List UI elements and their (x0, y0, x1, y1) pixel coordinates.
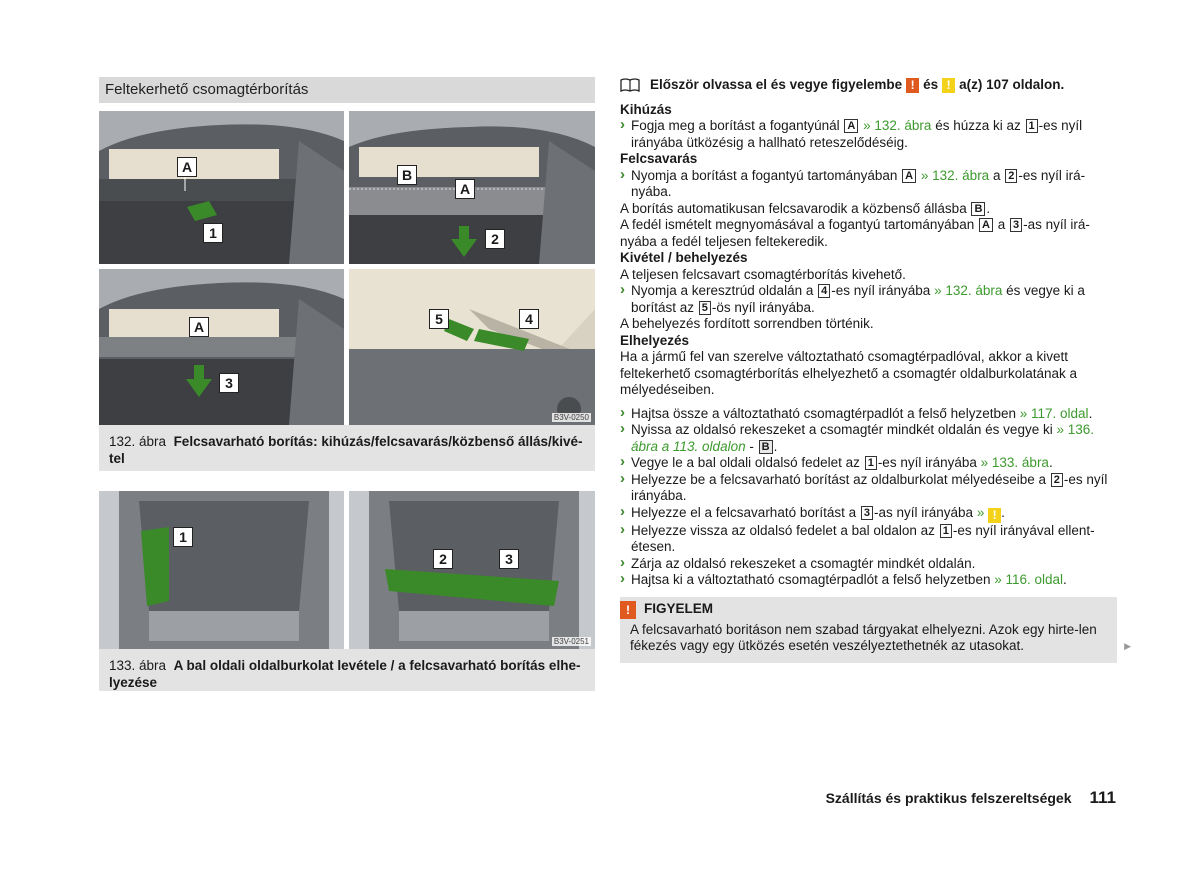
list-item: › Zárja az oldalsó rekeszeket a csomagtér mindkét oldalán. (620, 556, 1117, 573)
label-b: B (397, 165, 417, 185)
label-2: 2 (485, 229, 505, 249)
label-a: A (455, 179, 475, 199)
key-a: A (902, 169, 916, 183)
list-item: › Helyezze el a felcsavarható borítást a 3 -as nyíl irányába » ! . (620, 505, 1117, 523)
heading-felcsavaras: Felcsavarás (620, 151, 698, 166)
storage-steps (620, 406, 1117, 589)
key-a: A (844, 119, 858, 133)
heading-kivetel: Kivétel / behelyezés (620, 250, 748, 265)
key-5: 5 (699, 301, 711, 315)
figure-code: B3V-0251 (553, 637, 589, 646)
link-note[interactable]: » (976, 504, 985, 520)
figure-132-photo-roll-up (349, 111, 595, 264)
figure-132-photo-middle-position (99, 269, 344, 425)
list-item: › Helyezze vissza az oldalsó fedelet a bal oldalon az 1 -es nyíl irányával ellent-étesen. (620, 523, 1117, 556)
link-page-113[interactable]: ábra a 113. oldalon (631, 438, 746, 454)
figure-132-photo-removal (349, 269, 595, 425)
warning-title (626, 601, 1107, 619)
list-item: › Vegye le a bal oldali oldalsó fedelet az 1 -es nyíl irányába » 133. ábra. (620, 455, 1117, 472)
list-item: › Nyissa az oldalsó rekeszeket a csomagtér mindkét oldalán és vegye ki » 136. ábra a 113. oldalon - B . (620, 422, 1117, 455)
right-column (620, 77, 1131, 663)
figure-caption: A bal oldali oldalburkolat levétele / a felcsavarható borítás elhe-lyezése (109, 658, 581, 690)
key-2: 2 (1051, 473, 1063, 487)
warning-heading: FIGYELEM (644, 601, 714, 617)
label-1: 1 (203, 223, 223, 243)
step-kivetel: › Nyomja a keresztrúd oldalán a 4 -es nyíl irányába » 132. ábra és vegye ki a borítást az 5 -ös nyíl irányába. (620, 283, 1117, 316)
key-a: A (979, 218, 993, 232)
intro-text: Először olvassa el és vegye figyelembe (650, 77, 903, 92)
book-icon (620, 78, 640, 92)
key-1: 1 (865, 456, 877, 470)
key-b: B (971, 202, 985, 216)
link-fig-133[interactable]: » 133. ábra (980, 455, 1049, 470)
label-5: 5 (429, 309, 449, 329)
label-1: 1 (173, 527, 193, 547)
key-b: B (759, 440, 773, 454)
note-icon: ! (942, 78, 955, 93)
reinstall-text: A behelyezés fordított sorrendben történik. (620, 316, 874, 331)
figure-132 (99, 111, 595, 425)
label-4: 4 (519, 309, 539, 329)
link-page-117[interactable]: » 117. oldal (1019, 405, 1089, 421)
section-title: Feltekerhető csomagtérborítás (99, 77, 595, 103)
figure-number: 132. ábra (109, 434, 167, 449)
full-roll-text: A fedél ismételt megnyomásával a fogantyú tartományában A a 3 -as nyíl irá-nyába a fedél teljesen feltekeredik. (620, 217, 1090, 249)
key-3: 3 (1010, 218, 1022, 232)
step-kihuzas: › Fogja meg a borítást a fogantyúnál A » 132. ábra és húzza ki az 1 -es nyíl irányába ütközésig a hallható reteszelődéséig. (620, 118, 1117, 151)
heading-kihuzas: Kihúzás (620, 101, 672, 117)
figure-133 (99, 491, 595, 649)
heading-elhelyezes: Elhelyezés (620, 332, 690, 348)
warning-icon: ! (906, 78, 919, 93)
figure-caption: Felcsavarható borítás: kihúzás/felcsavarás/közbenső állás/kivé-tel (109, 434, 583, 466)
figure-133-photo-side-cover (99, 491, 344, 649)
page-number: 111 (1089, 788, 1116, 807)
auto-roll-text: A borítás automatikusan felcsavarodik a közbenső állásba B . (620, 200, 991, 216)
key-2: 2 (1005, 169, 1017, 183)
link-fig-132[interactable]: » 132. ábra (920, 167, 990, 183)
key-4: 4 (818, 284, 830, 298)
figure-133-caption (99, 649, 595, 691)
step-felcsavaras: › Nyomja a borítást a fogantyú tartományában A » 132. ábra a 2 -es nyíl irá-nyába. (620, 168, 1117, 201)
label-a: A (177, 157, 197, 177)
page-footer (826, 788, 1116, 808)
left-column (99, 77, 595, 691)
label-3: 3 (499, 549, 519, 569)
warning-box (620, 597, 1131, 663)
figure-132-caption (99, 425, 595, 471)
list-item: › Hajtsa össze a változtatható csomagtérpadlót a felső helyzetben » 117. oldal. (620, 406, 1117, 423)
intro-page-ref: a(z) 107 oldalon. (959, 77, 1065, 92)
key-1: 1 (1026, 119, 1038, 133)
elhelyezes-text: Ha a jármű fel van szerelve változtatható csomagtérpadlóval, akkor a kivett feltekerhető csomagtérborítás elhelyezhető a csomagtér oldalburkolatának a mélyedéseiben. (620, 349, 1078, 397)
warning-icon: ! (620, 601, 636, 619)
label-2: 2 (433, 549, 453, 569)
footer-section: Szállítás és praktikus felszereltségek (825, 790, 1072, 806)
warning-text: A felcsavarható boritáson nem szabad tárgyakat elhelyezni. Azok egy hirte-len fékezés vagy egy ütközés esetén veszélyeztethetnék az utasokat. (630, 621, 1097, 653)
label-a: A (189, 317, 209, 337)
intro-and: és (923, 77, 939, 92)
link-page-116[interactable]: » 116. oldal (994, 572, 1064, 587)
note-icon: ! (988, 508, 1001, 523)
label-3: 3 (219, 373, 239, 393)
figure-133-photo-storage (349, 491, 595, 649)
figure-number: 133. ábra (109, 658, 167, 673)
kivetel-text: A teljesen felcsavart csomagtérborítás kivehető. (620, 266, 906, 282)
link-fig-132[interactable]: » 132. ábra (863, 118, 932, 133)
figure-code: B3V-0250 (553, 413, 589, 422)
key-3: 3 (861, 506, 873, 520)
link-fig-132[interactable]: » 132. ábra (934, 283, 1003, 298)
link-fig-136[interactable]: » 136. (1056, 422, 1095, 437)
read-first-note (620, 77, 1117, 94)
key-1: 1 (940, 524, 952, 538)
continue-arrow-icon: ▶ (1124, 641, 1131, 651)
list-item: › Helyezze be a felcsavarható borítást az oldalburkolat mélyedéseibe a 2 -es nyíl irányába. (620, 472, 1117, 505)
list-item: › Hajtsa ki a változtatható csomagtérpadlót a felső helyzetben » 116. oldal. (620, 572, 1117, 589)
figure-132-photo-pull-out (99, 111, 344, 264)
